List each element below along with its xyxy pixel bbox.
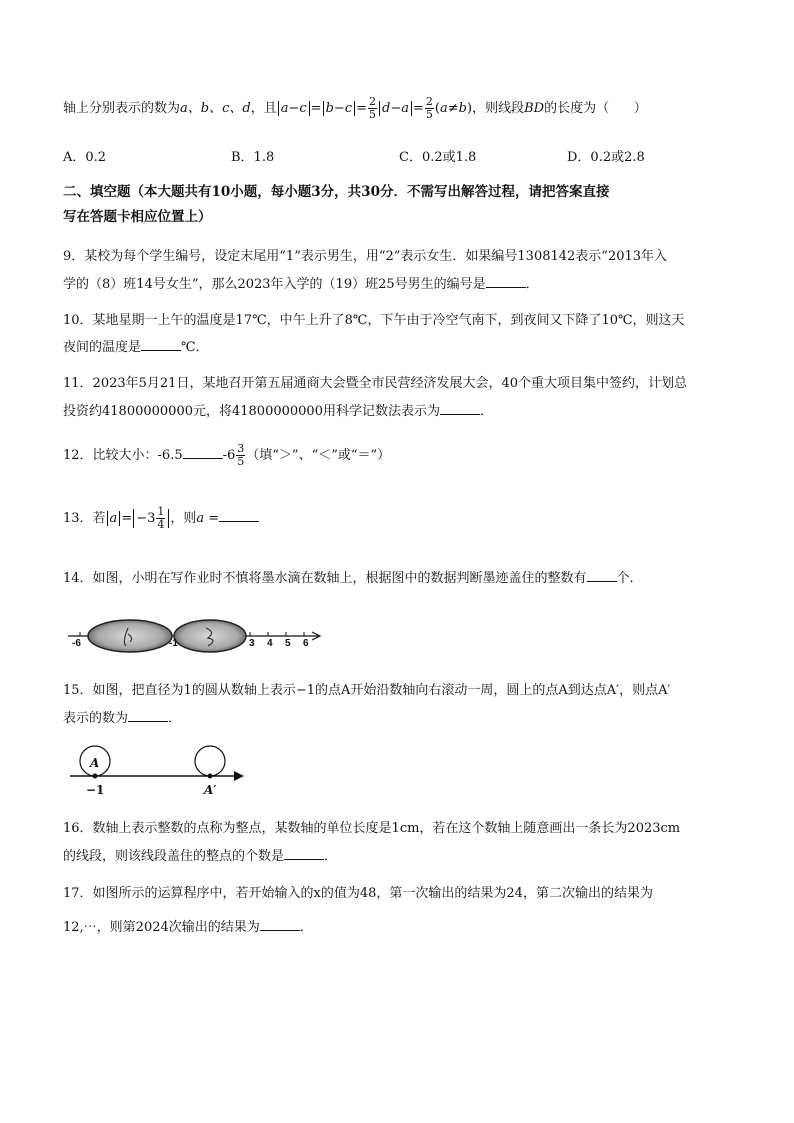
q9-period: ． — [525, 277, 539, 292]
q15-point-a-prime — [208, 774, 213, 779]
label-minus-1: -1 — [169, 638, 178, 649]
q8-cond: ，且 — [250, 101, 277, 116]
section2-heading-line2: 写在答题卡相应位置上） — [63, 209, 212, 225]
q15-line1: 15．如图，把直径为1的圆从数轴上表示−1的点A开始沿数轴向右滚动一周，圆上的点A到达点A′，则点A′ — [63, 683, 671, 698]
q8-option-c: C．0.2或1.8 — [399, 150, 477, 165]
q16-text: 的线段，则该线段盖住的整点的个数是 — [63, 849, 285, 864]
q12-answer-blank[interactable] — [183, 444, 223, 459]
q14-answer-blank[interactable] — [587, 567, 617, 582]
q11-period: ． — [479, 404, 493, 419]
q11-answer-blank[interactable] — [440, 400, 480, 415]
q10-line1: 10．某地星期一上午的温度是17℃，中午上升了8℃，下午由于冷空气南下，到夜间又下降了10℃，则这天 — [63, 313, 685, 328]
q11-line1: 11．2023年5月21日，某地召开第五届通商大会暨全市民营经济发展大会，40个重大项目集中签约，计划总 — [63, 376, 687, 391]
q8-vars: a、b、c、d — [180, 101, 251, 116]
q15-text: 表示的数为 — [63, 711, 129, 726]
q12-tail: （填“＞”、“＜”或“＝”） — [246, 448, 391, 463]
section2-heading-line1: 二、填空题（本大题共有10小题，每小题3分，共30分．不需写出解答过程，请把答案直接 — [63, 184, 610, 200]
q13-abs-value: −3 $\frac{1}{4}$ — [133, 509, 169, 528]
q8-lead: 轴上分别表示的数为 — [63, 101, 181, 116]
label-5: 5 — [285, 638, 291, 649]
q11-line2 — [63, 400, 493, 421]
q13-line — [63, 506, 259, 532]
q10-text: 夜间的温度是 — [63, 340, 142, 355]
q10-line2 — [63, 336, 209, 357]
q15-label-a-prime: A′ — [204, 783, 217, 797]
q13-equals: = — [121, 511, 133, 526]
q13-answer-blank[interactable] — [219, 507, 259, 522]
q8-option-a: A．0.2 — [63, 150, 107, 165]
q14-ink-number-line — [62, 612, 327, 662]
q16-answer-blank[interactable] — [284, 845, 324, 860]
q15-period: ． — [168, 711, 182, 726]
q15-circle-end — [195, 746, 225, 776]
label-3: 3 — [249, 638, 255, 649]
q12-mixed-whole: -6 — [222, 448, 236, 463]
q16-period: ． — [324, 849, 338, 864]
q16-line2 — [63, 845, 337, 866]
q12-fraction: $\frac{3}{5}$ — [237, 442, 245, 468]
q8-equation: a−c = b−c = $\frac{2}{5}$ d−a = $\frac{2}{5}$ (a≠b) — [277, 101, 472, 116]
q12-lead: 12．比较大小：-6.5 — [63, 448, 183, 463]
q12-line — [63, 443, 390, 469]
q15-label-minus-1: −1 — [86, 783, 105, 797]
q13-var: a — [196, 511, 205, 526]
q8-close: ） — [633, 101, 647, 116]
q15-answer-blank[interactable] — [128, 707, 168, 722]
q16-line1: 16．数轴上表示整数的点称为整点，某数轴的单位长度是1cm，若在这个数轴上随意画出一条长为2023cm — [63, 821, 681, 836]
q10-unit: ℃． — [181, 340, 209, 355]
q17-text: 12,⋯，则第2024次输出的结果为 — [63, 920, 260, 935]
label-minus-6: -6 — [72, 638, 81, 649]
q8-stem — [63, 96, 647, 121]
q8-option-b: B．1.8 — [231, 150, 275, 165]
q10-answer-blank[interactable] — [141, 336, 181, 351]
label-4: 4 — [267, 638, 273, 649]
q13-tail: ，则 — [170, 511, 197, 526]
q9-line1: 9．某校为每个学生编号，设定末尾用“1”表示男生，用“2”表示女生．如果编号1308142表示“2013年入 — [63, 249, 668, 264]
label-6: 6 — [303, 638, 309, 649]
q15-line2 — [63, 707, 181, 728]
q14-tail: 个． — [616, 571, 643, 586]
q17-line2 — [63, 916, 313, 937]
q15-axis-arrow-icon — [234, 771, 244, 781]
q15-label-a: A — [90, 756, 100, 770]
q8-seg: BD — [524, 101, 545, 116]
q11-text: 投资约41800000000元，将41800000000用科学记数法表示为 — [63, 404, 440, 419]
q8-option-d: D．0.2或2.8 — [567, 150, 645, 165]
q15-point-a — [93, 774, 98, 779]
q9-answer-blank[interactable] — [486, 273, 526, 288]
q14-line — [63, 567, 643, 588]
q15-rolling-circle-figure — [66, 738, 252, 800]
q13-abs-a: a — [107, 511, 121, 526]
q17-line1: 17．如图所示的运算程序中，若开始输入的x的值为48，第一次输出的结果为24，第二次输出的结果为 — [63, 886, 653, 901]
q17-answer-blank[interactable] — [260, 916, 300, 931]
q8-tail: ，则线段 — [472, 101, 525, 116]
q13-equals2: = — [204, 511, 220, 526]
q17-period: ． — [299, 920, 313, 935]
q13-lead: 13．若 — [63, 511, 106, 526]
q9-text: 学的（8）班14号女生”，那么2023年入学的（19）班25号男生的编号是 — [63, 277, 486, 292]
q14-text: 14．如图，小明在写作业时不慎将墨水滴在数轴上，根据图中的数据判断墨迹盖住的整数有 — [63, 571, 587, 586]
q9-line2 — [63, 273, 539, 294]
q8-tail2: 的长度为（ — [544, 101, 610, 116]
